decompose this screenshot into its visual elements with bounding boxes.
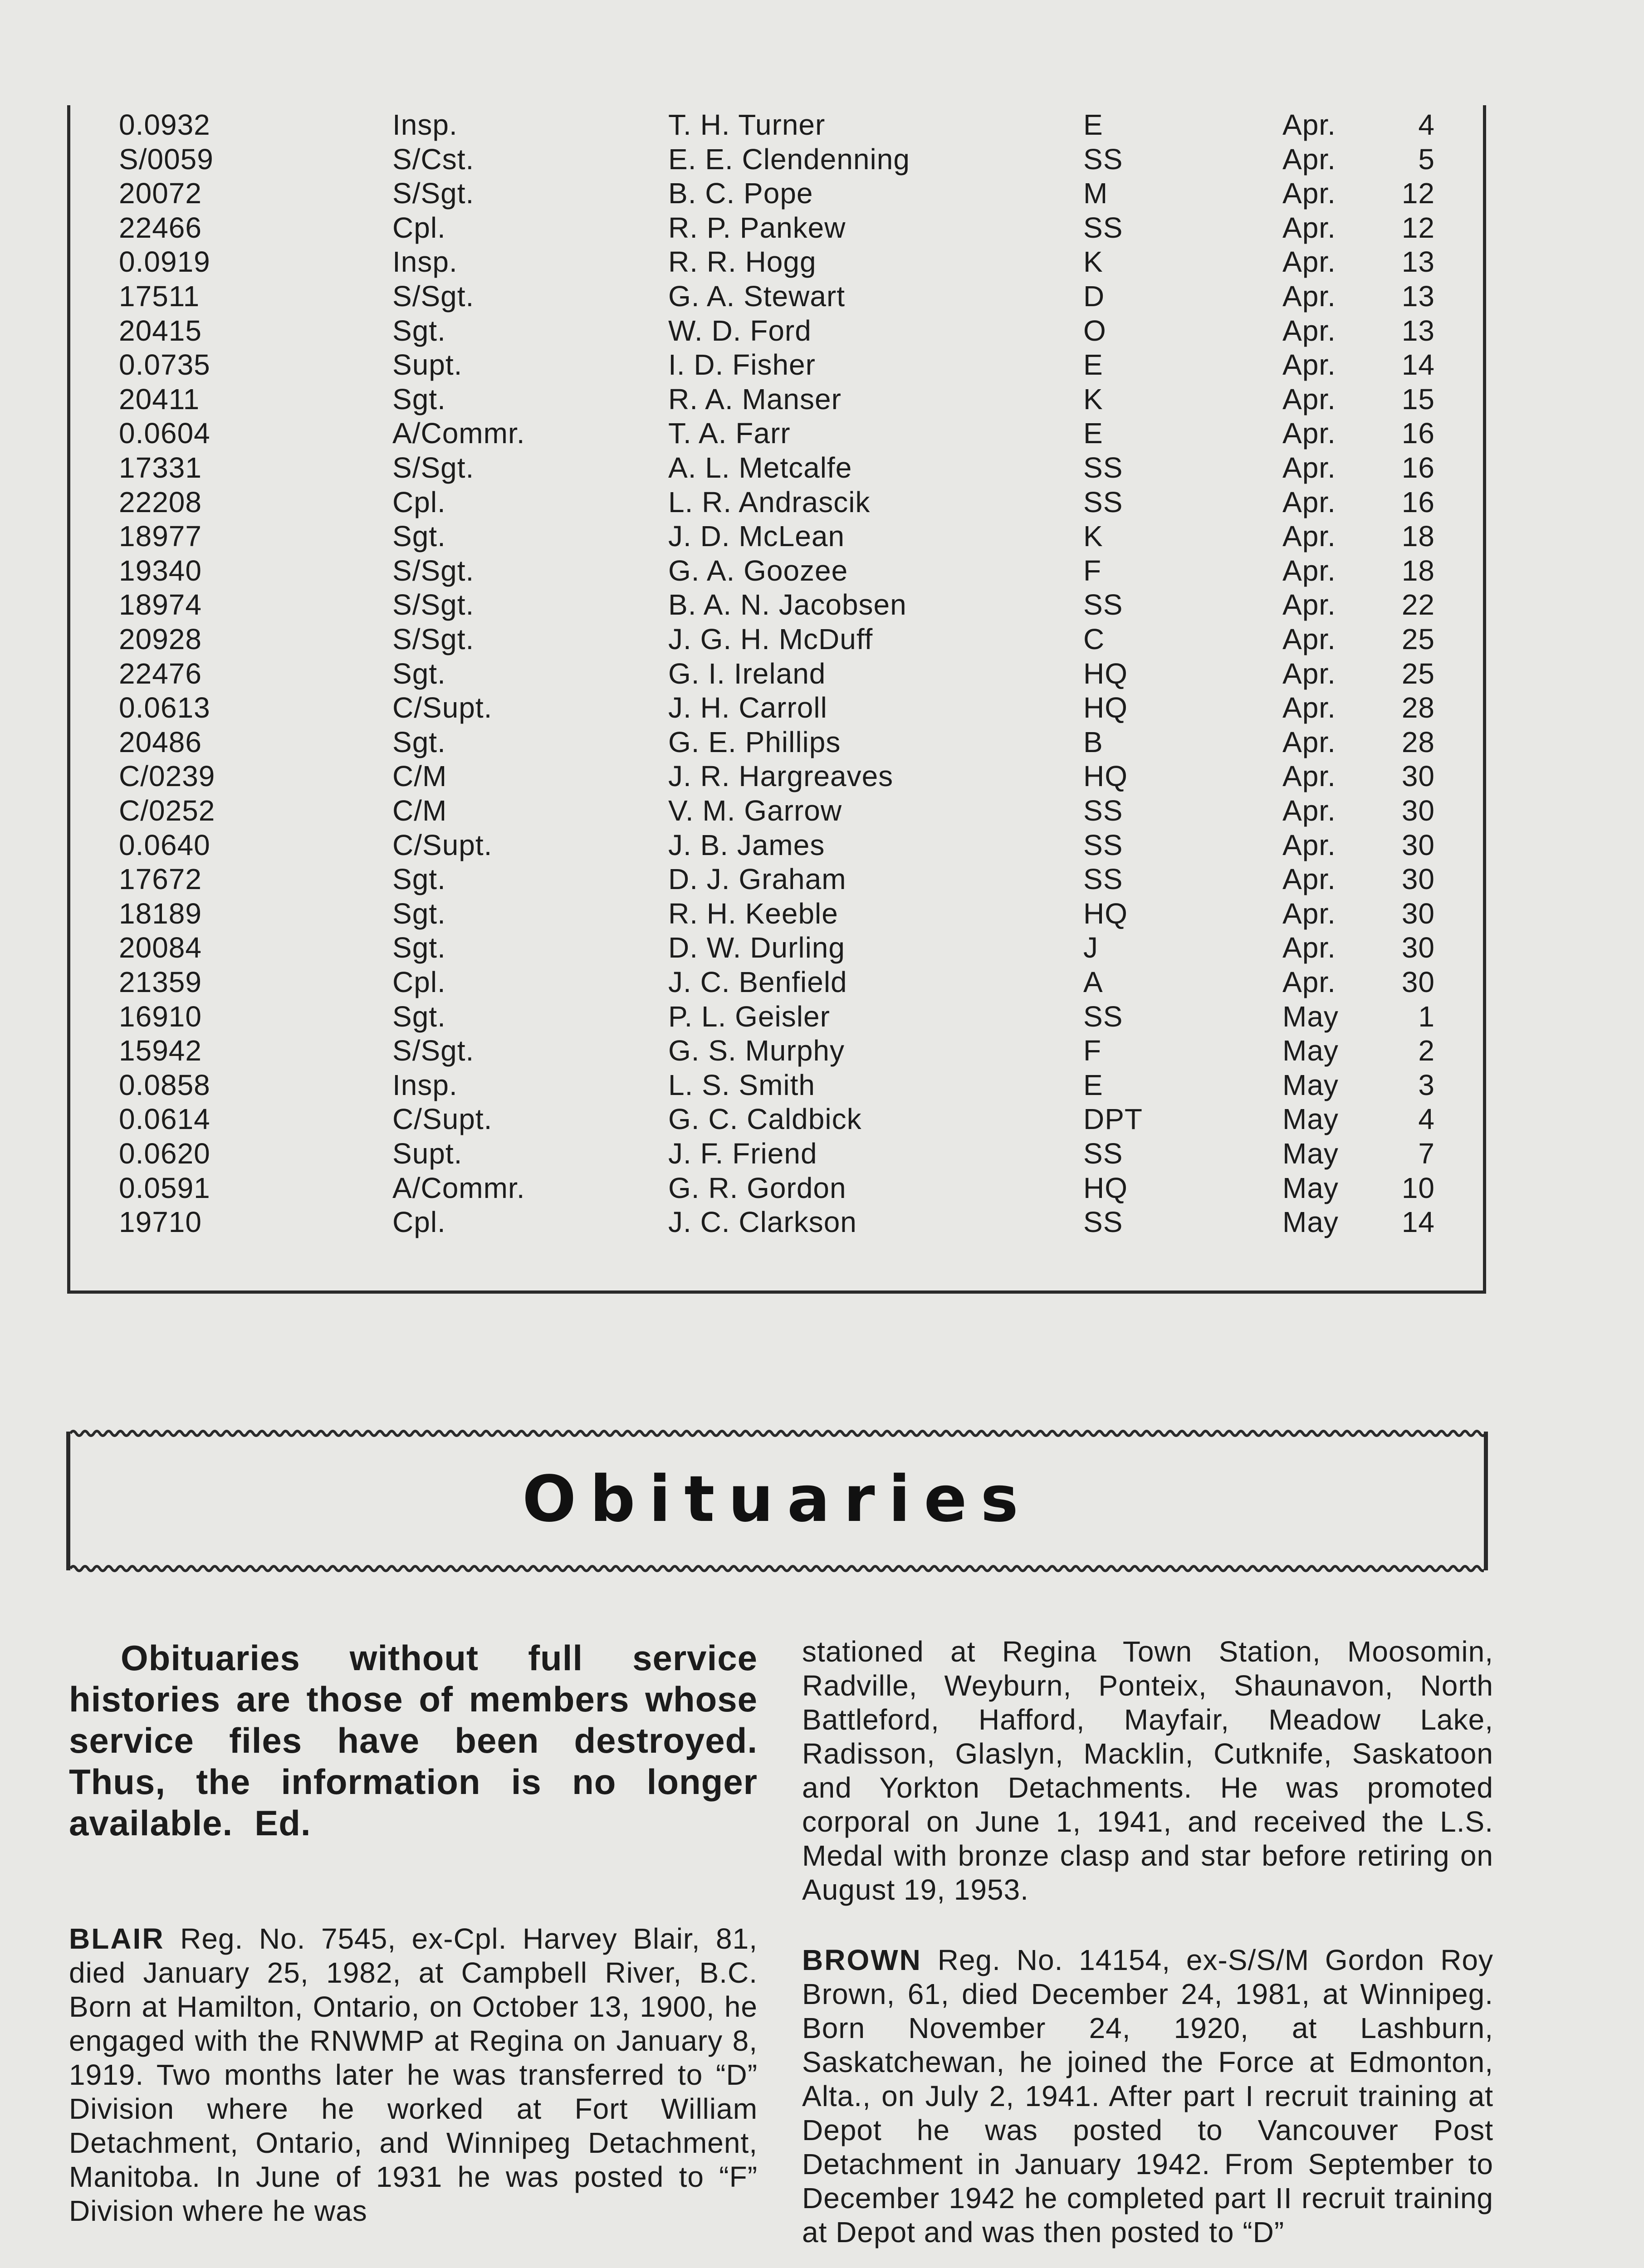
month: Apr. xyxy=(1282,245,1336,279)
rank: C/Supt. xyxy=(392,691,493,724)
reg-number: 16910 xyxy=(119,1000,202,1033)
rank: Sgt. xyxy=(392,520,446,553)
table-row xyxy=(70,485,1483,519)
reg-number: 22466 xyxy=(119,211,202,244)
table-row xyxy=(70,690,1483,725)
rank: Insp. xyxy=(392,1068,458,1101)
retirements-table xyxy=(67,105,1486,1294)
division: E xyxy=(1083,348,1103,381)
reg-number: 20928 xyxy=(119,623,202,655)
month: Apr. xyxy=(1282,623,1336,655)
division: SS xyxy=(1083,211,1123,244)
division: HQ xyxy=(1083,1171,1128,1204)
month: Apr. xyxy=(1282,588,1336,621)
month: Apr. xyxy=(1282,691,1336,724)
day: 30 xyxy=(1401,863,1435,896)
member-name: R. P. Pankew xyxy=(668,211,846,244)
division: HQ xyxy=(1083,657,1128,690)
month: Apr. xyxy=(1282,554,1336,587)
day: 15 xyxy=(1401,382,1435,415)
editor-note xyxy=(69,1637,758,1844)
day: 3 xyxy=(1418,1068,1435,1101)
month: Apr. xyxy=(1282,760,1336,793)
reg-number: 0.0735 xyxy=(119,348,210,381)
division: HQ xyxy=(1083,691,1128,724)
obituary-brown xyxy=(802,1943,1493,2249)
table-row xyxy=(70,999,1483,1034)
rank: Cpl. xyxy=(392,211,446,244)
member-name: T. H. Turner xyxy=(668,108,826,141)
table-row xyxy=(70,176,1483,210)
reg-number: 21359 xyxy=(119,966,202,998)
obituary-surname: BROWN xyxy=(802,1944,922,1976)
reg-number: 18189 xyxy=(119,897,202,930)
month: May xyxy=(1282,1171,1339,1204)
table-row xyxy=(70,142,1483,176)
division: E xyxy=(1083,1068,1103,1101)
reg-number: 0.0640 xyxy=(119,828,210,861)
month: May xyxy=(1282,1034,1339,1067)
table-row xyxy=(70,965,1483,999)
month: Apr. xyxy=(1282,417,1336,450)
division: K xyxy=(1083,382,1103,415)
rank: S/Sgt. xyxy=(392,451,475,484)
member-name: G. R. Gordon xyxy=(668,1171,846,1204)
table-row xyxy=(70,279,1483,313)
table-row xyxy=(70,725,1483,759)
member-name: D. W. Durling xyxy=(668,931,845,964)
wavy-border-bottom xyxy=(70,1563,1484,1574)
month: Apr. xyxy=(1282,451,1336,484)
table-row xyxy=(70,450,1483,485)
member-name: G. A. Stewart xyxy=(668,280,846,313)
rank: Insp. xyxy=(392,245,458,279)
member-name: J. G. H. McDuff xyxy=(668,623,873,655)
member-name: J. F. Friend xyxy=(668,1137,817,1170)
member-name: T. A. Farr xyxy=(668,417,791,450)
division: SS xyxy=(1083,142,1123,176)
wavy-border-top xyxy=(70,1428,1484,1439)
reg-number: 20411 xyxy=(119,382,200,415)
obituaries-title: Obituaries xyxy=(522,1462,1032,1536)
reg-number: 18974 xyxy=(119,588,202,621)
member-name: J. C. Clarkson xyxy=(668,1206,857,1239)
reg-number: 20072 xyxy=(119,177,202,210)
day: 4 xyxy=(1418,108,1435,141)
reg-number: 15942 xyxy=(119,1034,202,1067)
division: A xyxy=(1083,966,1103,998)
day: 16 xyxy=(1401,451,1435,484)
division: M xyxy=(1083,177,1108,210)
day: 2 xyxy=(1418,1034,1435,1067)
day: 30 xyxy=(1401,760,1435,793)
table-row xyxy=(70,622,1483,656)
rank: Sgt. xyxy=(392,657,446,690)
reg-number: 18977 xyxy=(119,520,202,553)
reg-number: 20415 xyxy=(119,314,202,347)
month: Apr. xyxy=(1282,725,1336,758)
rank: Sgt. xyxy=(392,314,446,347)
table-row xyxy=(70,244,1483,279)
division: SS xyxy=(1083,1000,1123,1033)
rank: Sgt. xyxy=(392,931,446,964)
month: Apr. xyxy=(1282,211,1336,244)
table-row xyxy=(70,108,1483,142)
rank: Insp. xyxy=(392,108,458,141)
rank: C/M xyxy=(392,794,447,827)
table-row xyxy=(70,313,1483,348)
table-row xyxy=(70,416,1483,450)
rank: S/Sgt. xyxy=(392,177,475,210)
reg-number: 0.0919 xyxy=(119,245,210,279)
member-name: I. D. Fisher xyxy=(668,348,816,381)
member-name: R. A. Manser xyxy=(668,382,842,415)
member-name: G. C. Caldbick xyxy=(668,1103,862,1136)
reg-number: 0.0620 xyxy=(119,1137,210,1170)
table-row xyxy=(70,1205,1483,1239)
obituary-blair xyxy=(69,1922,758,2228)
rank: S/Sgt. xyxy=(392,588,475,621)
month: Apr. xyxy=(1282,520,1336,553)
day: 30 xyxy=(1401,828,1435,861)
table-row xyxy=(70,862,1483,896)
rank: Sgt. xyxy=(392,897,446,930)
month: Apr. xyxy=(1282,382,1336,415)
rank: Sgt. xyxy=(392,382,446,415)
table-row xyxy=(70,587,1483,622)
table-row xyxy=(70,519,1483,553)
table-row xyxy=(70,553,1483,588)
month: May xyxy=(1282,1000,1339,1033)
division: SS xyxy=(1083,828,1123,861)
member-name: R. H. Keeble xyxy=(668,897,838,930)
division: J xyxy=(1083,931,1098,964)
reg-number: 0.0932 xyxy=(119,108,210,141)
table-row xyxy=(70,930,1483,965)
month: May xyxy=(1282,1206,1339,1239)
division: O xyxy=(1083,314,1106,347)
rank: C/Supt. xyxy=(392,828,493,861)
rank: S/Cst. xyxy=(392,142,475,176)
table-row xyxy=(70,759,1483,793)
rank: S/Sgt. xyxy=(392,554,475,587)
table-row xyxy=(70,210,1483,245)
day: 1 xyxy=(1418,1000,1435,1033)
day: 13 xyxy=(1401,314,1435,347)
rank: Supt. xyxy=(392,1137,463,1170)
division: SS xyxy=(1083,863,1123,896)
day: 12 xyxy=(1401,211,1435,244)
day: 25 xyxy=(1401,657,1435,690)
reg-number: 22476 xyxy=(119,657,202,690)
obituary-text: Reg. No. 7545, ex-Cpl. Harvey Blair, 81, died January 25, 1982, at Campbell River, B.C. Born at Hamilton, Ontario, on October 13, 1900, he engaged with the RNWMP at Regina on January 8, 1919. Two months later he was transferred to “D” Division where he worked at Fort William Detachment, Ontario, and Winnipeg Detachment, Manitoba. In June of 1931 he was posted to “F” Division where he was xyxy=(69,1922,758,2227)
reg-number: 0.0858 xyxy=(119,1068,210,1101)
division: SS xyxy=(1083,1206,1123,1239)
division: E xyxy=(1083,417,1103,450)
obituary-blair-continued: stationed at Regina Town Station, Moosomin, Radville, Weyburn, Ponteix, Shaunavon, North Battleford, Hafford, Mayfair, Meadow Lake, Radisson, Glaslyn, Macklin, Cutknife, Saskatoon and Yorkton Detachments. He was promoted corporal on June 1, 1941, and received the L.S. Medal with bronze clasp and star before retiring on August 19, 1953. xyxy=(802,1635,1493,1906)
month: Apr. xyxy=(1282,828,1336,861)
table-row xyxy=(70,896,1483,931)
division: F xyxy=(1083,554,1102,587)
table-row xyxy=(70,656,1483,691)
rank: Cpl. xyxy=(392,485,446,518)
rank: Sgt. xyxy=(392,863,446,896)
month: Apr. xyxy=(1282,142,1336,176)
member-name: J. D. McLean xyxy=(668,520,845,553)
day: 13 xyxy=(1401,280,1435,313)
member-name: D. J. Graham xyxy=(668,863,846,896)
reg-number: 20486 xyxy=(119,725,202,758)
day: 16 xyxy=(1401,485,1435,518)
day: 16 xyxy=(1401,417,1435,450)
member-name: R. R. Hogg xyxy=(668,245,817,279)
table-row xyxy=(70,1102,1483,1136)
division: SS xyxy=(1083,485,1123,518)
day: 4 xyxy=(1418,1103,1435,1136)
reg-number: C/0252 xyxy=(119,794,215,827)
table-row xyxy=(70,347,1483,382)
day: 18 xyxy=(1401,554,1435,587)
member-name: G. I. Ireland xyxy=(668,657,826,690)
member-name: J. H. Carroll xyxy=(668,691,827,724)
member-name: P. L. Geisler xyxy=(668,1000,830,1033)
member-name: A. L. Metcalfe xyxy=(668,451,852,484)
obituaries-banner xyxy=(66,1432,1488,1570)
day: 25 xyxy=(1401,623,1435,655)
month: Apr. xyxy=(1282,794,1336,827)
day: 7 xyxy=(1418,1137,1435,1170)
division: SS xyxy=(1083,794,1123,827)
month: Apr. xyxy=(1282,863,1336,896)
month: Apr. xyxy=(1282,485,1336,518)
division: C xyxy=(1083,623,1105,655)
day: 28 xyxy=(1401,691,1435,724)
reg-number: 20084 xyxy=(119,931,202,964)
reg-number: 17511 xyxy=(119,280,200,313)
reg-number: S/0059 xyxy=(119,142,214,176)
division: B xyxy=(1083,725,1103,758)
rank: Supt. xyxy=(392,348,463,381)
day: 5 xyxy=(1418,142,1435,176)
division: SS xyxy=(1083,1137,1123,1170)
division: F xyxy=(1083,1034,1102,1067)
day: 10 xyxy=(1401,1171,1435,1204)
month: Apr. xyxy=(1282,177,1336,210)
member-name: J. C. Benfield xyxy=(668,966,847,998)
day: 30 xyxy=(1401,794,1435,827)
day: 30 xyxy=(1401,966,1435,998)
reg-number: 19340 xyxy=(119,554,202,587)
member-name: L. R. Andrascik xyxy=(668,485,871,518)
reg-number: 22208 xyxy=(119,485,202,518)
month: Apr. xyxy=(1282,657,1336,690)
left-column xyxy=(69,1637,758,2228)
member-name: V. M. Garrow xyxy=(668,794,842,827)
day: 14 xyxy=(1401,348,1435,381)
table-row xyxy=(70,1068,1483,1102)
obituary-text: Reg. No. 14154, ex-S/S/M Gordon Roy Brown, 61, died December 24, 1981, at Winnipeg. Born November 24, 1920, at Lashburn, Saskatchewan, he joined the Force at Edmonton, Alta., on July 2, 1941. After part I recruit training at Depot he was posted to Vancouver Post Detachment in January 1942. From September to December 1942 he completed part II recruit training at Depot and was then posted to “D” xyxy=(802,1944,1494,2248)
month: Apr. xyxy=(1282,108,1336,141)
rank: A/Commr. xyxy=(392,417,525,450)
day: 22 xyxy=(1401,588,1435,621)
rank: Sgt. xyxy=(392,725,446,758)
table-row xyxy=(70,382,1483,416)
day: 30 xyxy=(1401,897,1435,930)
editor-note-text: Obituaries without full service histories are those of members whose service files have been destroyed. Thus, the information is no longer available. xyxy=(69,1638,758,1843)
member-name: G. S. Murphy xyxy=(668,1034,845,1067)
day: 14 xyxy=(1401,1206,1435,1239)
reg-number: 0.0614 xyxy=(119,1103,210,1136)
division: K xyxy=(1083,520,1103,553)
day: 13 xyxy=(1401,245,1435,279)
right-column xyxy=(802,1635,1493,2249)
rank: Sgt. xyxy=(392,1000,446,1033)
division: E xyxy=(1083,108,1103,141)
month: Apr. xyxy=(1282,314,1336,347)
member-name: B. A. N. Jacobsen xyxy=(668,588,907,621)
editor-signature: Ed. xyxy=(254,1803,311,1843)
month: Apr. xyxy=(1282,280,1336,313)
rank: A/Commr. xyxy=(392,1171,525,1204)
division: SS xyxy=(1083,451,1123,484)
month: May xyxy=(1282,1103,1339,1136)
table-row xyxy=(70,1136,1483,1171)
table-row xyxy=(70,1033,1483,1068)
division: D xyxy=(1083,280,1105,313)
rank: S/Sgt. xyxy=(392,280,475,313)
month: May xyxy=(1282,1068,1339,1101)
table-row xyxy=(70,1171,1483,1205)
rank: Cpl. xyxy=(392,966,446,998)
table-row xyxy=(70,828,1483,862)
table-row xyxy=(70,793,1483,828)
member-name: G. E. Phillips xyxy=(668,725,841,758)
reg-number: 19710 xyxy=(119,1206,202,1239)
member-name: G. A. Goozee xyxy=(668,554,848,587)
member-name: J. R. Hargreaves xyxy=(668,760,894,793)
division: HQ xyxy=(1083,760,1128,793)
member-name: E. E. Clendenning xyxy=(668,142,910,176)
rank: Cpl. xyxy=(392,1206,446,1239)
day: 30 xyxy=(1401,931,1435,964)
member-name: B. C. Pope xyxy=(668,177,813,210)
reg-number: 17331 xyxy=(119,451,202,484)
reg-number: 0.0591 xyxy=(119,1171,210,1204)
day: 12 xyxy=(1401,177,1435,210)
member-name: W. D. Ford xyxy=(668,314,812,347)
reg-number: C/0239 xyxy=(119,760,215,793)
member-name: L. S. Smith xyxy=(668,1068,815,1101)
month: Apr. xyxy=(1282,966,1336,998)
day: 18 xyxy=(1401,520,1435,553)
division: DPT xyxy=(1083,1103,1143,1136)
rank: C/Supt. xyxy=(392,1103,493,1136)
month: May xyxy=(1282,1137,1339,1170)
division: HQ xyxy=(1083,897,1128,930)
month: Apr. xyxy=(1282,348,1336,381)
rank: S/Sgt. xyxy=(392,623,475,655)
month: Apr. xyxy=(1282,897,1336,930)
reg-number: 0.0613 xyxy=(119,691,210,724)
member-name: J. B. James xyxy=(668,828,825,861)
day: 28 xyxy=(1401,725,1435,758)
obituary-surname: BLAIR xyxy=(69,1922,165,1955)
division: SS xyxy=(1083,588,1123,621)
rank: S/Sgt. xyxy=(392,1034,475,1067)
month: Apr. xyxy=(1282,931,1336,964)
rank: C/M xyxy=(392,760,447,793)
reg-number: 17672 xyxy=(119,863,202,896)
division: K xyxy=(1083,245,1103,279)
reg-number: 0.0604 xyxy=(119,417,210,450)
